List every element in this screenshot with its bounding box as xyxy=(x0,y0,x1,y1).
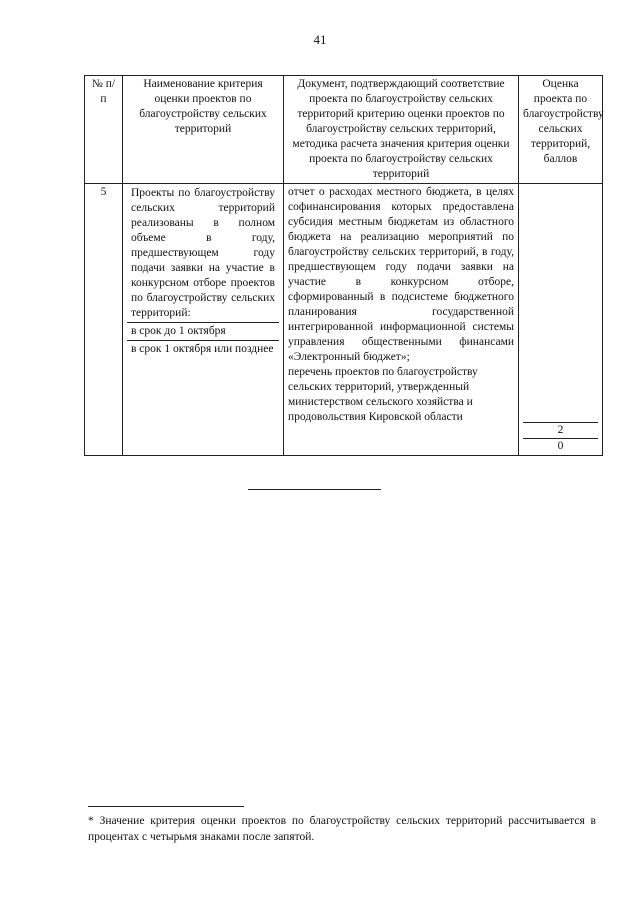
criteria-table xyxy=(84,75,603,456)
footnote: * Значение критерия оценки проектов по благоустройству сельских территорий рассчитывается в процентах с четырьмя знаками после запятой. xyxy=(88,815,596,843)
header-document: Документ, подтверждающий соответствие проекта по благоустройству сельских территорий критерию оценки проектов по благоустройству сельских территорий, методика расчета значения критерия оценки проекта по благоустройству сельских территорий xyxy=(284,76,519,184)
footnote-rule xyxy=(88,806,244,807)
header-score: Оценка проекта по благоустройству сельских территорий, баллов xyxy=(519,76,603,184)
header-num: № п/п xyxy=(85,76,123,184)
score-blank xyxy=(523,185,598,423)
criterion-name: Проекты по благоустройству сельских территорий реализованы в полном объеме в году, предшествующем году подачи заявки на участие в конкурсном отборе проектов по благоустройству сельских территорий: xyxy=(127,185,279,323)
page-number: 41 xyxy=(313,32,327,47)
document-paragraph: перечень проектов по благоустройству сельских территорий, утвержденный министерством сельского хозяйства и продовольствия Кировской области xyxy=(288,366,478,423)
table-header-row xyxy=(85,76,603,184)
criterion-name-cell xyxy=(123,184,284,456)
score-cell xyxy=(519,184,603,456)
section-divider xyxy=(248,489,381,490)
document-paragraph: отчет о расходах местного бюджета, в целях софинансирования которых предоставлена субсидия местным бюджетам из областного бюджета на реализацию мероприятий по благоустройству сельских территорий, в году, предшествующем году подачи заявки на участие в конкурсном отборе, сформированный в подсистеме бюджетного планирования государственной интегрированной информационной системы управления общественными финансами «Электронный бюджет»; xyxy=(288,186,514,363)
option-label: в срок до 1 октября xyxy=(127,323,279,341)
table-row xyxy=(85,184,603,456)
document-cell xyxy=(284,184,519,456)
row-num: 5 xyxy=(85,184,123,456)
header-criterion-name: Наименование критерия оценки проектов по благоустройству сельских территорий xyxy=(123,76,284,184)
option-score: 2 xyxy=(523,423,598,439)
option-score: 0 xyxy=(557,440,564,452)
option-label: в срок 1 октября или позднее xyxy=(131,343,274,355)
